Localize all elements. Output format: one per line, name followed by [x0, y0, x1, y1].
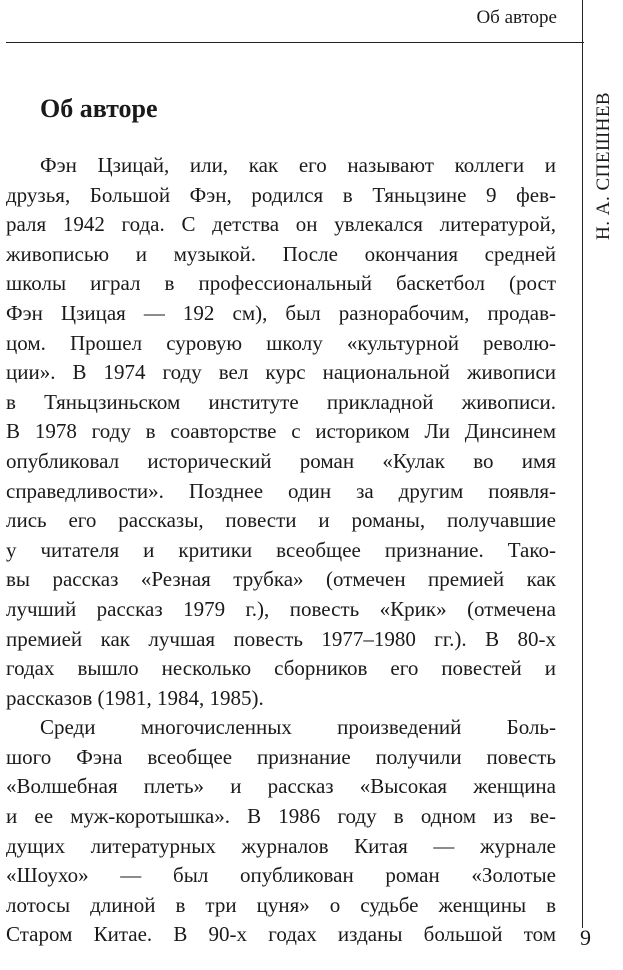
text-line: и ее муж-коротышка». В 1986 году в одном из ве-	[6, 804, 556, 829]
text-line: годах вышло несколько сборников его повестей и	[6, 656, 556, 681]
text-line: друзья, Большой Фэн, родился в Тяньцзине 9 фев-	[6, 182, 556, 207]
text-line: Старом Китае. В 90-х годах изданы большой том	[6, 922, 556, 947]
text-line: школы играл в профессиональный баскетбол (рост	[6, 271, 556, 296]
section-title: Об авторе	[40, 94, 158, 123]
text-line: лотосы длиной в три цуня» о судьбе женщины в	[6, 892, 556, 917]
text-line: ции». В 1974 году вел курс национальной живописи	[6, 360, 556, 385]
text-line: рассказов (1981, 1984, 1985).	[6, 685, 264, 710]
text-line: «Волшебная плеть» и рассказ «Высокая женщина	[6, 774, 556, 799]
text-line: шого Фэна всеобщее признание получили повесть	[6, 744, 556, 769]
text-line: лись его рассказы, повести и романы, получавшие	[6, 508, 556, 533]
text-line: вы рассказ «Резная трубка» (отмечен премией как	[6, 567, 556, 592]
text-line: В 1978 году в соавторстве с историком Ли Динсинем	[6, 419, 556, 444]
text-line: лучший рассказ 1979 г.), повесть «Крик» (отмечена	[6, 596, 556, 621]
side-rule	[582, 0, 583, 928]
text-line: Среди многочисленных произведений Боль-	[40, 715, 556, 740]
text-line: «Шоухо» — был опубликован роман «Золотые	[6, 863, 556, 888]
text-line: у читателя и критики всеобщее признание. Тако-	[6, 537, 556, 562]
header-rule	[6, 42, 584, 43]
text-line: в Тяньцзиньском институте прикладной живописи.	[6, 389, 556, 414]
text-line: Фэн Цзицая — 192 см), был разнорабочим, продав-	[6, 300, 556, 325]
side-author-label: Н. А. СПЕШНЕВ	[593, 91, 614, 240]
text-line: опубликовал исторический роман «Кулак во имя	[6, 448, 556, 473]
page-number: 9	[580, 925, 591, 950]
text-line: справедливости». Позднее один за другим появля-	[6, 478, 556, 503]
running-head: Об авторе	[476, 7, 557, 28]
body-text	[6, 151, 556, 950]
text-line: дущих литературных журналов Китая — журнале	[6, 833, 556, 858]
text-line: цом. Прошел суровую школу «культурной револю-	[6, 330, 556, 355]
text-line: живописью и музыкой. После окончания средней	[6, 241, 556, 266]
text-line: премией как лучшая повесть 1977–1980 гг.). В 80-х	[6, 626, 556, 651]
text-line: Фэн Цзицай, или, как его называют коллеги и	[40, 153, 556, 177]
text-line: раля 1942 года. С детства он увлекался литературой,	[6, 212, 556, 237]
